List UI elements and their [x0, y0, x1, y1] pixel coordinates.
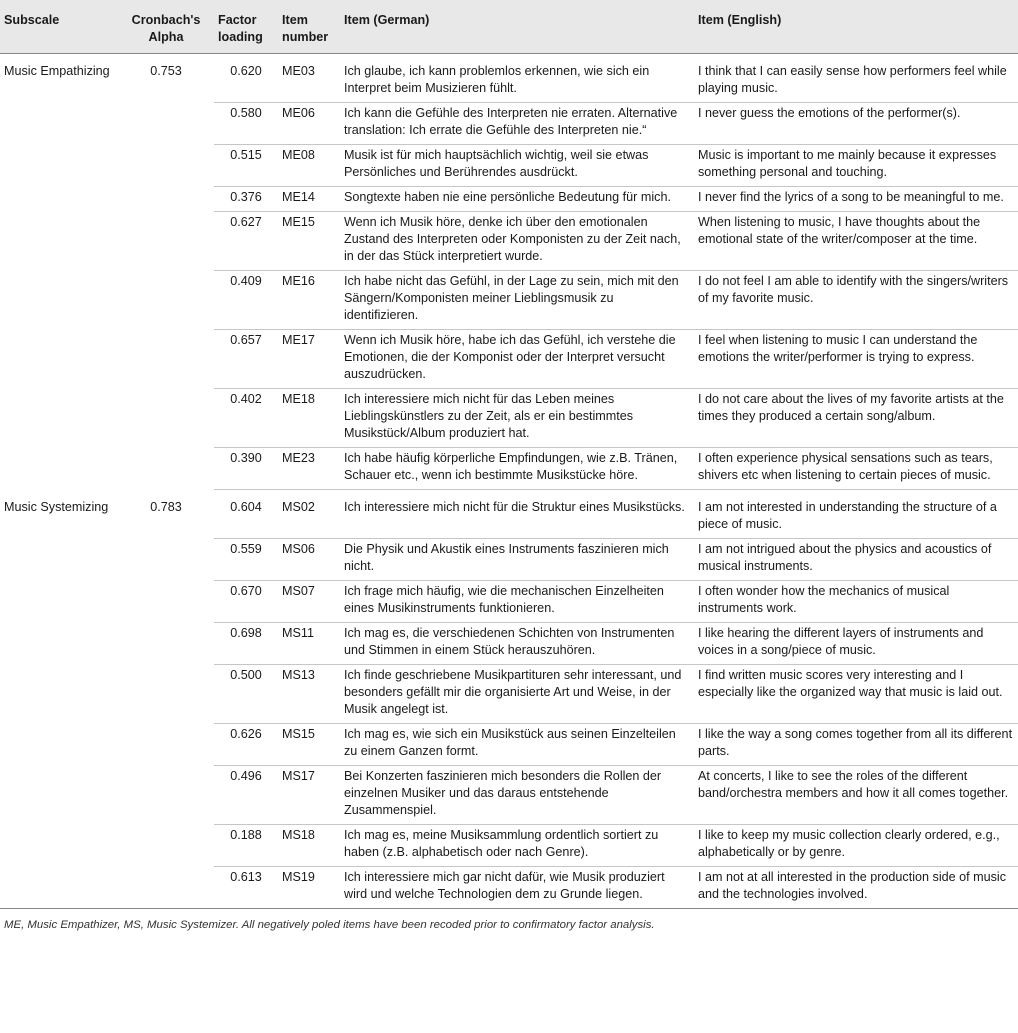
cronbach-alpha-cell — [118, 539, 214, 581]
table-row — [0, 448, 1018, 490]
cronbach-alpha-cell: 0.753 — [150, 64, 182, 78]
item-english-cell: I think that I can easily sense how performers feel while playing music. — [694, 54, 1018, 103]
item-german-cell: Ich habe häufig körperliche Empfindungen, wie z.B. Tränen, Schauer etc., wenn ich bestimmte Musikstücke höre. — [340, 448, 694, 490]
item-number-cell: ME17 — [278, 330, 340, 389]
table-row — [0, 145, 1018, 187]
header-cronbach-alpha: Cronbach's Alpha — [118, 0, 214, 54]
subscale-name-cell — [0, 212, 118, 271]
subscale-name-cell — [0, 766, 118, 825]
item-english-cell: Music is important to me mainly because it expresses something personal and touching. — [694, 145, 1018, 187]
cronbach-alpha-cell — [118, 187, 214, 212]
item-number-cell: MS02 — [278, 490, 340, 539]
item-english-cell: I often wonder how the mechanics of musical instruments work. — [694, 581, 1018, 623]
table-row — [0, 212, 1018, 271]
item-english-cell: I am not interested in understanding the structure of a piece of music. — [694, 490, 1018, 539]
subscale-name-cell — [0, 187, 118, 212]
table-footnote: ME, Music Empathizer, MS, Music Systemizer. All negatively poled items have been recoded prior to confirmatory factor analysis. — [4, 919, 655, 931]
factor-loading-cell: 0.188 — [214, 825, 278, 867]
subscale-name-cell — [0, 623, 118, 665]
table-row — [0, 825, 1018, 867]
item-english-cell: At concerts, I like to see the roles of the different band/orchestra members and how it all comes together. — [694, 766, 1018, 825]
cronbach-alpha-cell — [118, 665, 214, 724]
subscale-name-cell — [0, 145, 118, 187]
header-item-english: Item (English) — [694, 0, 1018, 54]
item-english-cell: I am not intrigued about the physics and acoustics of musical instruments. — [694, 539, 1018, 581]
item-english-cell: I do not care about the lives of my favorite artists at the times they produced a certain song/album. — [694, 389, 1018, 448]
cronbach-alpha-cell — [118, 103, 214, 145]
item-number-cell: ME14 — [278, 187, 340, 212]
cronbach-alpha-cell — [118, 448, 214, 490]
factor-loading-cell: 0.496 — [214, 766, 278, 825]
item-english-cell: I am not at all interested in the production side of music and the technologies involved. — [694, 867, 1018, 909]
item-german-cell: Ich glaube, ich kann problemlos erkennen, wie sich ein Interpret beim Musizieren fühlt. — [340, 54, 694, 103]
header-subscale: Subscale — [0, 0, 118, 54]
item-number-cell: ME06 — [278, 103, 340, 145]
item-number-cell: ME03 — [278, 54, 340, 103]
subscale-name-cell — [0, 271, 118, 330]
item-german-cell: Ich habe nicht das Gefühl, in der Lage zu sein, mich mit den Sängern/Komponisten meiner Lieblingsmusik zu identifizieren. — [340, 271, 694, 330]
item-number-cell: MS13 — [278, 665, 340, 724]
item-german-cell: Wenn ich Musik höre, habe ich das Gefühl, ich verstehe die Emotionen, die der Komponist oder der Interpret versucht auszudrücken. — [340, 330, 694, 389]
table-body — [0, 54, 1018, 909]
item-number-cell: ME16 — [278, 271, 340, 330]
factor-loading-cell: 0.626 — [214, 724, 278, 766]
factor-loading-cell: 0.698 — [214, 623, 278, 665]
factor-loading-cell: 0.409 — [214, 271, 278, 330]
item-english-cell: I like the way a song comes together from all its different parts. — [694, 724, 1018, 766]
subscale-name-cell — [0, 724, 118, 766]
item-number-cell: MS07 — [278, 581, 340, 623]
item-number-cell: ME18 — [278, 389, 340, 448]
item-number-cell: ME15 — [278, 212, 340, 271]
table-row — [0, 271, 1018, 330]
table-row — [0, 724, 1018, 766]
table-row — [0, 330, 1018, 389]
factor-loading-cell: 0.657 — [214, 330, 278, 389]
subscale-name-cell — [0, 103, 118, 145]
factor-loading-cell: 0.627 — [214, 212, 278, 271]
item-english-cell: When listening to music, I have thoughts about the emotional state of the writer/composer at the time. — [694, 212, 1018, 271]
table-row — [0, 867, 1018, 909]
item-german-cell: Ich interessiere mich gar nicht dafür, wie Musik produziert wird und welche Technologien dem zu Grunde liegen. — [340, 867, 694, 909]
item-number-cell: MS17 — [278, 766, 340, 825]
item-english-cell: I like hearing the different layers of instruments and voices in a song/piece of music. — [694, 623, 1018, 665]
subscale-name-cell: Music Empathizing — [4, 64, 110, 78]
subscale-name-cell: Music Systemizing — [4, 499, 109, 514]
table-row — [0, 581, 1018, 623]
table-row — [0, 490, 1018, 539]
header-factor-loading: Factor loading — [214, 0, 278, 54]
factor-loading-cell: 0.402 — [214, 389, 278, 448]
subscale-name-cell — [0, 448, 118, 490]
item-german-cell: Ich interessiere mich nicht für das Leben meines Lieblingskünstlers zu der Zeit, als er ein bestimmtes Musikstück/Album produziert hat. — [340, 389, 694, 448]
factor-loading-cell: 0.580 — [214, 103, 278, 145]
cronbach-alpha-cell — [118, 766, 214, 825]
item-english-cell: I feel when listening to music I can understand the emotions the writer/performer is trying to express. — [694, 330, 1018, 389]
table-row — [0, 665, 1018, 724]
factor-loading-cell: 0.670 — [214, 581, 278, 623]
table-row — [0, 103, 1018, 145]
factor-loading-cell: 0.390 — [214, 448, 278, 490]
cronbach-alpha-cell — [118, 825, 214, 867]
factor-loading-cell: 0.500 — [214, 665, 278, 724]
subscale-name-cell — [0, 825, 118, 867]
subscale-name-cell — [0, 539, 118, 581]
item-number-cell: MS06 — [278, 539, 340, 581]
item-number-cell: ME23 — [278, 448, 340, 490]
item-english-cell: I never guess the emotions of the performer(s). — [694, 103, 1018, 145]
item-english-cell: I like to keep my music collection clearly ordered, e.g., alphabetically or by genre. — [694, 825, 1018, 867]
cronbach-alpha-cell — [118, 271, 214, 330]
item-german-cell: Musik ist für mich hauptsächlich wichtig, weil sie etwas Persönliches und Berührendes ausdrückt. — [340, 145, 694, 187]
item-german-cell: Bei Konzerten faszinieren mich besonders die Rollen der einzelnen Musiker und das daraus entstehende Zusammenspiel. — [340, 766, 694, 825]
factor-loading-cell: 0.604 — [214, 490, 278, 539]
item-german-cell: Ich kann die Gefühle des Interpreten nie erraten. Alternative translation: Ich errate die Gefühle des Interpreten nie.“ — [340, 103, 694, 145]
item-number-cell: MS19 — [278, 867, 340, 909]
item-german-cell: Ich mag es, die verschiedenen Schichten von Instrumenten und Stimmen in einem Stück herauszuhören. — [340, 623, 694, 665]
item-number-cell: MS15 — [278, 724, 340, 766]
item-german-cell: Die Physik und Akustik eines Instruments faszinieren mich nicht. — [340, 539, 694, 581]
cronbach-alpha-cell — [118, 867, 214, 909]
table-row — [0, 766, 1018, 825]
cronbach-alpha-cell — [118, 623, 214, 665]
factor-loading-cell: 0.515 — [214, 145, 278, 187]
item-english-cell: I never find the lyrics of a song to be meaningful to me. — [694, 187, 1018, 212]
item-german-cell: Ich interessiere mich nicht für die Struktur eines Musikstücks. — [340, 490, 694, 539]
cronbach-alpha-cell — [118, 145, 214, 187]
item-german-cell: Songtexte haben nie eine persönliche Bedeutung für mich. — [340, 187, 694, 212]
item-german-cell: Ich mag es, meine Musiksammlung ordentlich sortiert zu haben (z.B. alphabetisch oder nach Genre). — [340, 825, 694, 867]
factor-loading-cell: 0.376 — [214, 187, 278, 212]
cronbach-alpha-cell — [118, 212, 214, 271]
item-number-cell: MS11 — [278, 623, 340, 665]
item-english-cell: I often experience physical sensations such as tears, shivers etc when listening to certain pieces of music. — [694, 448, 1018, 490]
item-number-cell: MS18 — [278, 825, 340, 867]
table-row — [0, 187, 1018, 212]
subscale-name-cell — [0, 581, 118, 623]
factor-loading-cell: 0.620 — [214, 54, 278, 103]
factor-loading-cell: 0.613 — [214, 867, 278, 909]
table-row — [0, 623, 1018, 665]
subscale-name-cell — [0, 867, 118, 909]
table-row — [0, 539, 1018, 581]
table-row — [0, 54, 1018, 103]
item-number-cell: ME08 — [278, 145, 340, 187]
cronbach-alpha-cell — [118, 581, 214, 623]
cronbach-alpha-cell — [118, 724, 214, 766]
table-row — [0, 389, 1018, 448]
item-german-cell: Wenn ich Musik höre, denke ich über den emotionalen Zustand des Interpreten oder Komponisten zu der Zeit nach, in der das Stück interpretiert wurde. — [340, 212, 694, 271]
table-header-row — [0, 0, 1018, 54]
header-item-german: Item (German) — [340, 0, 694, 54]
item-german-cell: Ich finde geschriebene Musikpartituren sehr interessant, und besonders gefällt mir die organisierte Art und Weise, in der Musik angelegt ist. — [340, 665, 694, 724]
subscale-name-cell — [0, 330, 118, 389]
subscale-name-cell — [0, 389, 118, 448]
item-english-cell: I do not feel I am able to identify with the singers/writers of my favorite music. — [694, 271, 1018, 330]
header-item-number: Item number — [278, 0, 340, 54]
item-english-cell: I find written music scores very interesting and I especially like the organized way that music is laid out. — [694, 665, 1018, 724]
factor-loading-cell: 0.559 — [214, 539, 278, 581]
cronbach-alpha-cell — [118, 389, 214, 448]
subscale-name-cell — [0, 665, 118, 724]
cronbach-alpha-cell: 0.783 — [150, 499, 182, 514]
item-german-cell: Ich mag es, wie sich ein Musikstück aus seinen Einzelteilen zu einem Ganzen formt. — [340, 724, 694, 766]
cronbach-alpha-cell — [118, 330, 214, 389]
item-german-cell: Ich frage mich häufig, wie die mechanischen Einzelheiten eines Musikinstruments funktionieren. — [340, 581, 694, 623]
